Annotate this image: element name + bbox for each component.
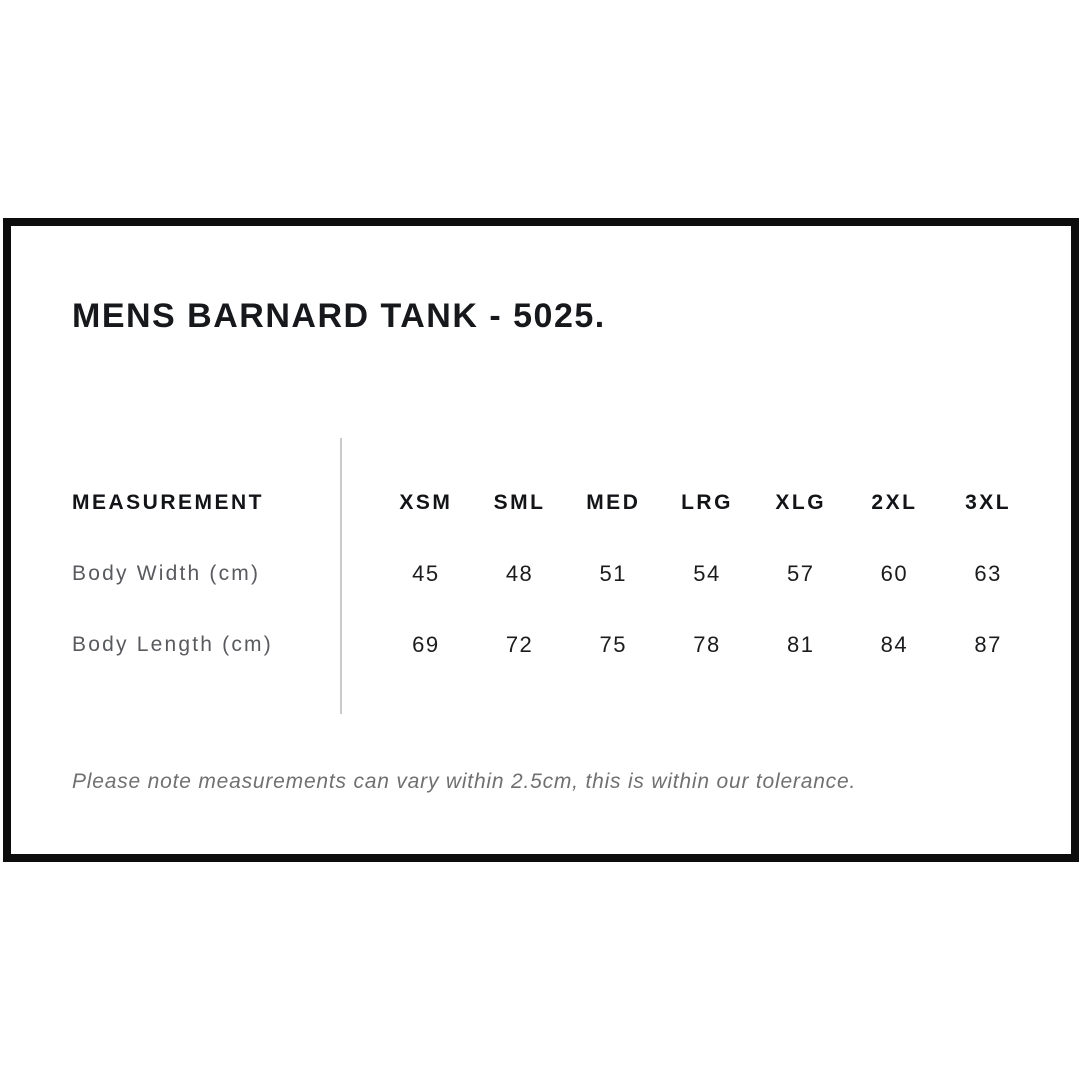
body-length-lrg: 78: [693, 631, 721, 657]
column-header-2xl: 2XL: [871, 490, 918, 514]
column-header-3xl: 3XL: [965, 490, 1012, 514]
body-length-xlg: 81: [786, 631, 815, 657]
body-length-2xl: 84: [880, 631, 909, 657]
body-length-xsm: 69: [412, 631, 440, 657]
body-width-lrg: 54: [693, 560, 721, 586]
row-label-body-width: Body Width (cm): [72, 561, 261, 585]
column-header-xsm: XSM: [399, 490, 453, 514]
column-header-xlg: XLG: [775, 490, 827, 514]
size-table: [72, 467, 1035, 680]
body-width-med: 51: [599, 560, 628, 586]
body-width-3xl: 63: [974, 560, 1002, 586]
body-width-sml: 48: [505, 560, 534, 586]
column-header-sml: SML: [493, 490, 546, 514]
column-header-measurement: MEASUREMENT: [72, 490, 265, 514]
body-width-2xl: 60: [880, 560, 909, 586]
body-length-sml: 72: [505, 631, 534, 657]
body-width-xlg: 57: [786, 560, 815, 586]
tolerance-note: Please note measurements can vary within 2.5cm, this is within our tolerance.: [72, 770, 857, 793]
row-label-body-length: Body Length (cm): [72, 632, 273, 656]
column-header-med: MED: [586, 490, 641, 514]
body-width-xsm: 45: [412, 560, 440, 586]
body-length-med: 75: [599, 631, 628, 657]
body-length-3xl: 87: [974, 631, 1002, 657]
product-title: MENS BARNARD TANK - 5025.: [72, 297, 606, 335]
column-header-lrg: LRG: [681, 490, 733, 514]
